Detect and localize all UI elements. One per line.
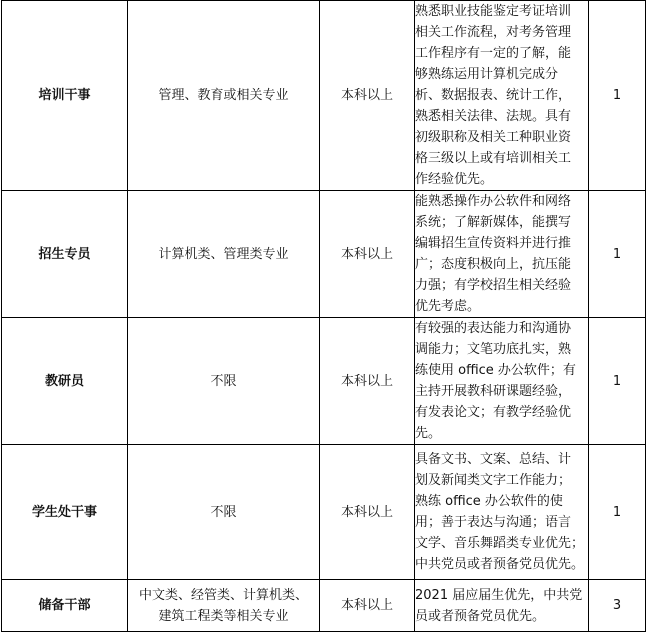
- position-cell: 招生专员: [2, 191, 128, 318]
- requirement-line: 熟悉相关法律、法规。具有: [415, 109, 572, 124]
- headcount-cell: 1: [589, 1, 646, 191]
- education-cell: 本科以上: [320, 445, 415, 580]
- requirements-cell: [415, 318, 589, 445]
- major-cell: [128, 1, 320, 191]
- requirements-cell: [415, 580, 589, 632]
- education-cell: 本科以上: [320, 318, 415, 445]
- requirement-line: 格三级以上或有培训相关工: [415, 151, 572, 166]
- major-text: 中文类、经管类、计算机类、: [138, 587, 308, 603]
- headcount-cell: 1: [589, 318, 646, 445]
- major-cell: [128, 445, 320, 580]
- requirement-line: 员或者预备党员优先。: [415, 608, 546, 624]
- requirement-line: 有较强的表达能力和沟通协: [415, 321, 572, 336]
- major-cell: [128, 580, 320, 632]
- table-row: [2, 1, 646, 191]
- requirement-line: 析、数据报表、统计工作，: [415, 88, 572, 103]
- position-cell: 储备干部: [2, 580, 128, 632]
- requirements-cell: [415, 1, 589, 191]
- requirement-line: 力强；有学校招生相关经验: [415, 278, 572, 293]
- requirement-line: 优先考虑。: [415, 299, 481, 314]
- major-text: 不限: [210, 373, 237, 389]
- requirement-line: 有发表论文；有教学经验优: [415, 405, 572, 420]
- requirement-line: 编辑招生宣传资料并进行推: [415, 236, 572, 251]
- requirement-line: 主持开展教科研课题经验，: [415, 384, 572, 399]
- requirement-line: 相关工作流程，对考务管理: [415, 25, 572, 40]
- major-text: 管理、教育或相关专业: [158, 88, 289, 103]
- requirement-line: 具备文书、文案、总结、计: [415, 452, 572, 467]
- requirement-line: 中共党员或者预备党员优先。: [415, 557, 585, 572]
- requirement-line: 先。: [415, 426, 442, 441]
- recruitment-table: [1, 0, 646, 632]
- major-text: 建筑工程类等相关专业: [158, 608, 289, 624]
- headcount-cell: 1: [589, 445, 646, 580]
- position-cell: 培训干事: [2, 1, 128, 191]
- major-text: 计算机类、管理类专业: [158, 246, 289, 262]
- requirement-line: 作经验优先。: [415, 172, 494, 187]
- requirement-line: 熟练 office 办公软件的使: [415, 494, 563, 509]
- requirement-line: 练使用 office 办公软件；有: [415, 363, 576, 378]
- requirement-line: 用；善于表达与沟通；语言: [415, 515, 572, 530]
- table-row: [2, 318, 646, 445]
- table-row: [2, 580, 646, 632]
- requirements-cell: [415, 191, 589, 318]
- position-cell: 学生处干事: [2, 445, 128, 580]
- requirement-line: 2021 届应届生优先，中共党: [415, 587, 583, 603]
- requirement-line: 划及新闻类文字工作能力；: [415, 473, 572, 488]
- requirement-line: 文学、音乐舞蹈类专业优先；: [415, 536, 585, 551]
- major-cell: [128, 318, 320, 445]
- requirement-line: 工作程序有一定的了解，能: [415, 46, 572, 61]
- requirement-line: 调能力；文笔功底扎实，熟: [415, 342, 572, 357]
- table-row: [2, 445, 646, 580]
- requirement-line: 够熟练运用计算机完成分: [415, 67, 559, 82]
- requirement-line: 能熟悉操作办公软件和网络: [415, 194, 572, 209]
- requirements-cell: [415, 445, 589, 580]
- table-row: [2, 191, 646, 318]
- requirement-line: 广；态度积极向上，抗压能: [415, 257, 572, 272]
- headcount-cell: 3: [589, 580, 646, 632]
- position-cell: 教研员: [2, 318, 128, 445]
- requirement-line: 系统；了解新媒体，能撰写: [415, 215, 572, 230]
- education-cell: 本科以上: [320, 1, 415, 191]
- requirement-line: 熟悉职业技能鉴定考证培训: [415, 4, 572, 19]
- major-cell: [128, 191, 320, 318]
- education-cell: 本科以上: [320, 580, 415, 632]
- major-text: 不限: [210, 504, 237, 520]
- education-cell: 本科以上: [320, 191, 415, 318]
- requirement-line: 初级职称及相关工种职业资: [415, 130, 572, 145]
- headcount-cell: 1: [589, 191, 646, 318]
